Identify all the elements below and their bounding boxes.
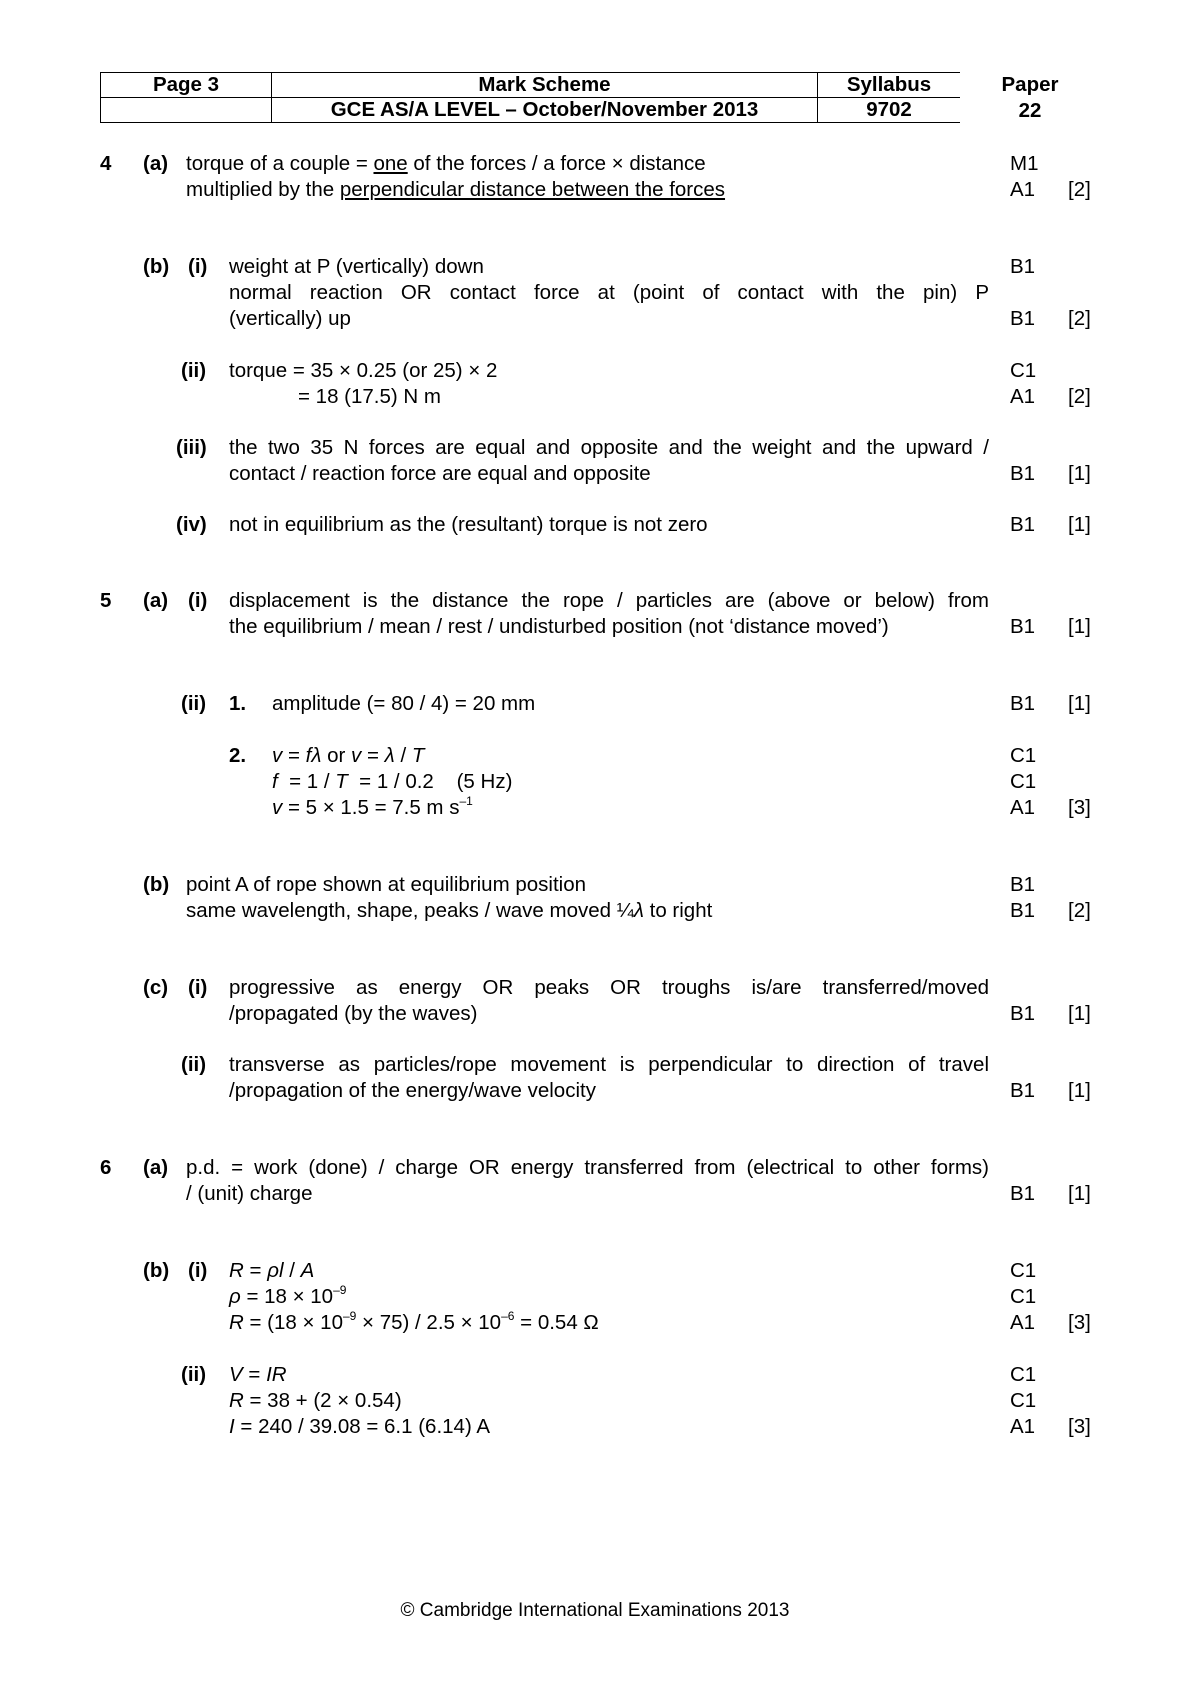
- q5-b-line1: point A of rope shown at equilibrium position: [186, 873, 587, 896]
- header-page: Page 3: [101, 73, 272, 98]
- q6-b-ii-code3: A1: [1010, 1415, 1036, 1438]
- q6-b-i-code3: A1: [1010, 1311, 1036, 1334]
- q5-a-i-line1: displacement is the distance the rope / particles are (above or below) from: [229, 589, 989, 612]
- q6-b-label: (b): [143, 1259, 170, 1282]
- question-number-4: 4: [100, 152, 112, 175]
- q5-a-ii-part2-mark: [3]: [1068, 796, 1091, 819]
- header-table: [100, 72, 960, 123]
- q5-b-mark: [2]: [1068, 899, 1091, 922]
- q5-a-ii-part2-code3: A1: [1010, 796, 1036, 819]
- header-paper-label: Paper: [1001, 73, 1059, 96]
- q4-a-line2: multiplied by the perpendicular distance between the forces: [186, 178, 726, 201]
- q5-c-ii-label: (ii): [181, 1053, 207, 1076]
- q4-b-ii-line2: = 18 (17.5) N m: [298, 385, 441, 408]
- q5-c-ii-line2: /propagation of the energy/wave velocity: [229, 1079, 596, 1102]
- q6-a-code1: B1: [1010, 1182, 1036, 1205]
- q4-b-ii-label: (ii): [181, 359, 207, 382]
- q5-b-code1: B1: [1010, 873, 1036, 896]
- q4-b-iii-line2: contact / reaction force are equal and opposite: [229, 462, 651, 485]
- q4-b-i-line2: normal reaction OR contact force at (point of contact with the pin) P: [229, 281, 989, 304]
- q4-b-i-line3: (vertically) up: [229, 307, 351, 330]
- q6-a-mark: [1]: [1068, 1182, 1091, 1205]
- q5-a-ii-part2-label: 2.: [229, 744, 247, 767]
- q5-a-i-mark: [1]: [1068, 615, 1091, 638]
- q5-a-i-label: (i): [188, 589, 208, 612]
- q5-a-ii-part2-code1: C1: [1010, 744, 1037, 767]
- q5-c-i-mark: [1]: [1068, 1002, 1091, 1025]
- q5-a-ii-part2-code2: C1: [1010, 770, 1037, 793]
- q5-a-ii-part2-line2: f = 1 / T = 1 / 0.2 (5 Hz): [272, 770, 513, 793]
- q4-b-iv-line1: not in equilibrium as the (resultant) torque is not zero: [229, 513, 708, 536]
- q4-b-ii-code2: A1: [1010, 385, 1036, 408]
- q5-c-i-label: (i): [188, 976, 208, 999]
- q4-b-label: (b): [143, 255, 170, 278]
- q4-b-ii-mark: [2]: [1068, 385, 1091, 408]
- q6-b-i-line1: R = ρl / A: [229, 1259, 315, 1282]
- q6-b-ii-code2: C1: [1010, 1389, 1037, 1412]
- q5-a-ii-part1-code1: B1: [1010, 692, 1036, 715]
- q4-a-code1: M1: [1010, 152, 1039, 175]
- q6-b-ii-line1: V = IR: [229, 1363, 287, 1386]
- q5-a-ii-label: (ii): [181, 692, 207, 715]
- q6-a-line1: p.d. = work (done) / charge OR energy transferred from (electrical to other forms): [186, 1156, 989, 1179]
- q4-b-i-code1: B1: [1010, 255, 1036, 278]
- header-paper: 22: [1018, 99, 1042, 122]
- q6-b-ii-mark: [3]: [1068, 1415, 1091, 1438]
- q6-b-i-label: (i): [188, 1259, 208, 1282]
- q6-b-ii-code1: C1: [1010, 1363, 1037, 1386]
- q4-b-i-mark: [2]: [1068, 307, 1091, 330]
- q6-b-i-line3: $R = (18 \times 10^{-9} \times 75) / 2.5 \times 10^{-6} = 0.54$ Ω: [229, 1309, 599, 1334]
- q5-c-ii-line1: transverse as particles/rope movement is perpendicular to direction of travel: [229, 1053, 989, 1076]
- q4-b-ii-code1: C1: [1010, 359, 1037, 382]
- q4-b-iv-mark: [1]: [1068, 513, 1091, 536]
- q5-a-ii-part2-line1: v = fλ or v = λ / T: [272, 744, 425, 767]
- q6-a-line2: / (unit) charge: [186, 1182, 313, 1205]
- q4-b-iv-code1: B1: [1010, 513, 1036, 536]
- q5-a-i-line2: the equilibrium / mean / rest / undisturbed position (not ‘distance moved’): [229, 615, 889, 638]
- q5-a-label: (a): [143, 589, 169, 612]
- q5-b-code2: B1: [1010, 899, 1036, 922]
- q6-b-i-mark: [3]: [1068, 1311, 1091, 1334]
- q5-c-ii-mark: [1]: [1068, 1079, 1091, 1102]
- footer-copyright: © Cambridge International Examinations 2013: [400, 1600, 790, 1621]
- question-number-6: 6: [100, 1156, 112, 1179]
- q5-a-ii-part1-line1: amplitude (= 80 / 4) = 20 mm: [272, 692, 536, 715]
- header-syllabus: 9702: [818, 98, 961, 123]
- header-empty-cell: [101, 98, 272, 123]
- q5-c-i-line2: /propagated (by the waves): [229, 1002, 478, 1025]
- q4-b-iii-line1: the two 35 N forces are equal and opposite and the weight and the upward /: [229, 436, 989, 459]
- q4-a-label: (a): [143, 152, 169, 175]
- question-number-5: 5: [100, 589, 112, 612]
- q6-b-ii-line2: R = 38 + (2 × 0.54): [229, 1389, 402, 1412]
- q5-b-line2: same wavelength, shape, peaks / wave moved ¼λ to right: [186, 899, 713, 922]
- q5-a-ii-part1-label: 1.: [229, 692, 247, 715]
- q5-c-i-line1: progressive as energy OR peaks OR troughs is/are transferred/moved: [229, 976, 989, 999]
- q4-b-ii-line1: torque = 35 × 0.25 (or 25) × 2: [229, 359, 498, 382]
- q4-b-iii-mark: [1]: [1068, 462, 1091, 485]
- q5-c-ii-code1: B1: [1010, 1079, 1036, 1102]
- q4-b-iii-label: (iii): [176, 436, 207, 459]
- q5-b-label: (b): [143, 873, 170, 896]
- header-exam: GCE AS/A LEVEL – October/November 2013: [272, 98, 818, 123]
- q4-b-i-label: (i): [188, 255, 208, 278]
- q4-a-mark: [2]: [1068, 178, 1091, 201]
- q6-b-i-line2: $\rho = 18 \times 10^{-9}$: [229, 1283, 347, 1308]
- q5-c-label: (c): [143, 976, 169, 999]
- q6-b-ii-label: (ii): [181, 1363, 207, 1386]
- q6-a-label: (a): [143, 1156, 169, 1179]
- q4-b-iv-label: (iv): [176, 513, 207, 536]
- header-syllabus-label: Syllabus: [818, 73, 961, 98]
- q5-c-i-code1: B1: [1010, 1002, 1036, 1025]
- q4-b-i-line1: weight at P (vertically) down: [229, 255, 484, 278]
- q5-a-ii-part2-line3: v = 5 × 1.5 = 7.5 m $s^{-1}$: [272, 794, 473, 819]
- q4-b-i-code2: B1: [1010, 307, 1036, 330]
- q6-b-ii-line3: I = 240 / 39.08 = 6.1 (6.14) A: [229, 1415, 491, 1438]
- q5-a-ii-part1-mark: [1]: [1068, 692, 1091, 715]
- q4-b-iii-code1: B1: [1010, 462, 1036, 485]
- q6-b-i-code1: C1: [1010, 1259, 1037, 1282]
- q6-b-i-code2: C1: [1010, 1285, 1037, 1308]
- q4-a-code2: A1: [1010, 178, 1036, 201]
- q4-a-line1: torque of a couple = one of the forces / a force × distance: [186, 152, 706, 175]
- header-title: Mark Scheme: [272, 73, 818, 98]
- q5-a-i-code1: B1: [1010, 615, 1036, 638]
